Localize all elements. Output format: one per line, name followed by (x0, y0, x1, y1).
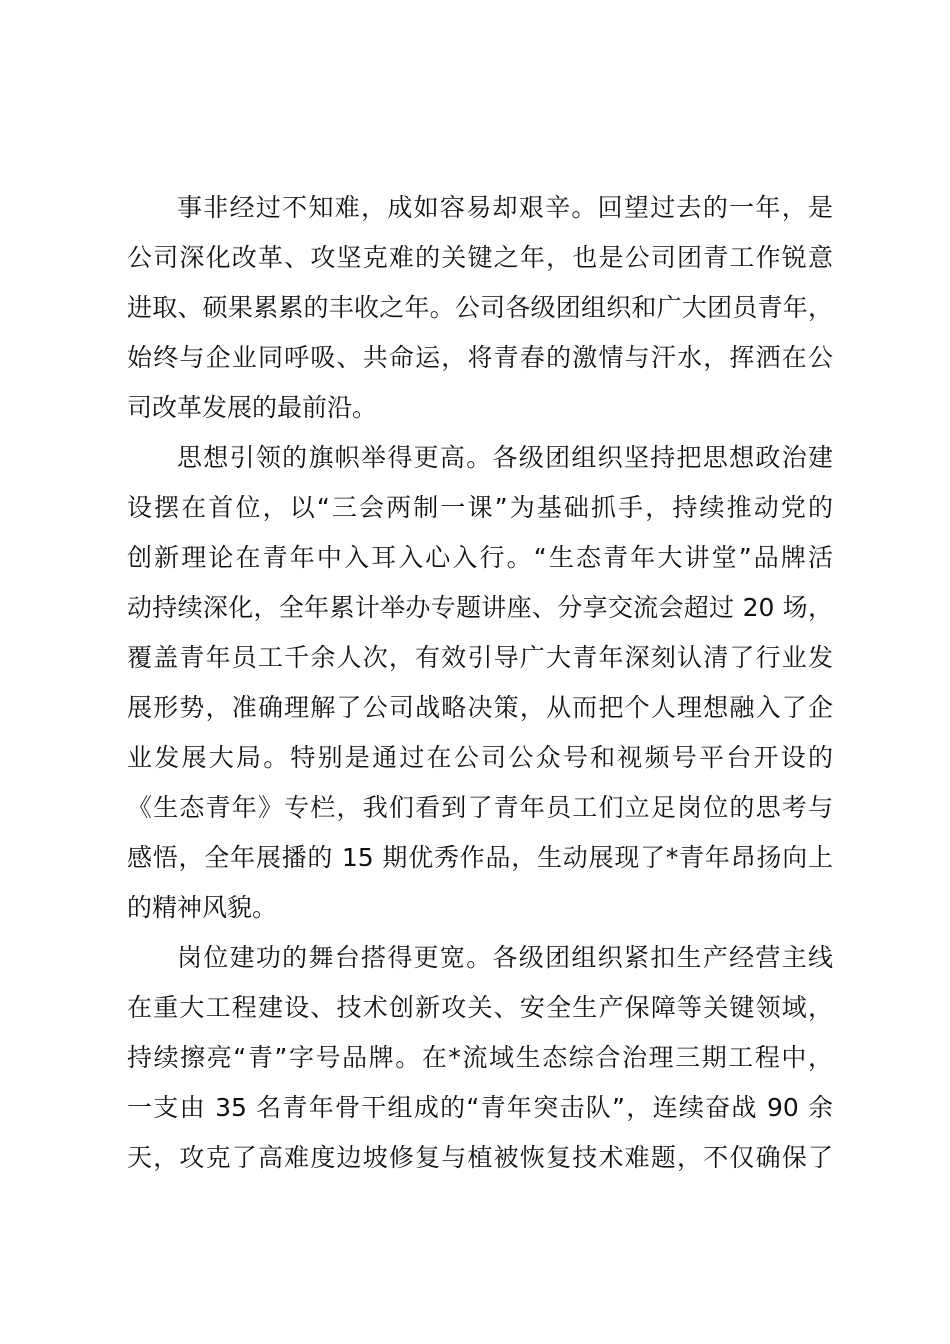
text-line: 事非经过不知难，成如容易却艰辛。回望过去的一年，是 (177, 193, 833, 222)
text-line: 持续擦亮“青”字号品牌。在*流域生态综合治理三期工程中， (127, 1043, 833, 1072)
text-line: 业发展大局。特别是通过在公司公众号和视频号平台开设的 (127, 743, 833, 772)
text-line: 设摆在首位，以“三会两制一课”为基础抓手，持续推动党的 (127, 493, 833, 522)
paragraph-2 (127, 433, 833, 933)
text-line: 公司深化改革、攻坚克难的关键之年，也是公司团青工作锐意 (127, 243, 833, 272)
text-line: 司改革发展的最前沿。 (127, 393, 378, 422)
text-line: 动持续深化，全年累计举办专题讲座、分享交流会超过 20 场， (127, 593, 833, 622)
text-line: 岗位建功的舞台搭得更宽。各级团组织紧扣生产经营主线 (177, 943, 833, 972)
text-line: 进取、硕果累累的丰收之年。公司各级团组织和广大团员青年， (127, 293, 833, 322)
paragraph-3 (127, 933, 833, 1183)
paragraph-1 (127, 183, 833, 433)
text-line: 的精神风貌。 (127, 893, 278, 922)
text-line: 思想引领的旗帜举得更高。各级团组织坚持把思想政治建 (177, 443, 833, 472)
document-body (127, 183, 833, 1183)
text-line: 在重大工程建设、技术创新攻关、安全生产保障等关键领域， (127, 993, 833, 1022)
text-line: 天，攻克了高难度边坡修复与植被恢复技术难题，不仅确保了 (127, 1143, 833, 1172)
text-line: 创新理论在青年中入耳入心入行。“生态青年大讲堂”品牌活 (127, 543, 833, 572)
text-line: 感悟，全年展播的 15 期优秀作品，生动展现了*青年昂扬向上 (127, 843, 833, 872)
text-line: 《生态青年》专栏，我们看到了青年员工们立足岗位的思考与 (127, 793, 833, 822)
text-line: 始终与企业同呼吸、共命运，将青春的激情与汗水，挥洒在公 (127, 343, 833, 372)
text-line: 覆盖青年员工千余人次，有效引导广大青年深刻认清了行业发 (127, 643, 833, 672)
text-line: 一支由 35 名青年骨干组成的“青年突击队”，连续奋战 90 余 (127, 1093, 833, 1122)
text-line: 展形势，准确理解了公司战略决策，从而把个人理想融入了企 (127, 693, 833, 722)
